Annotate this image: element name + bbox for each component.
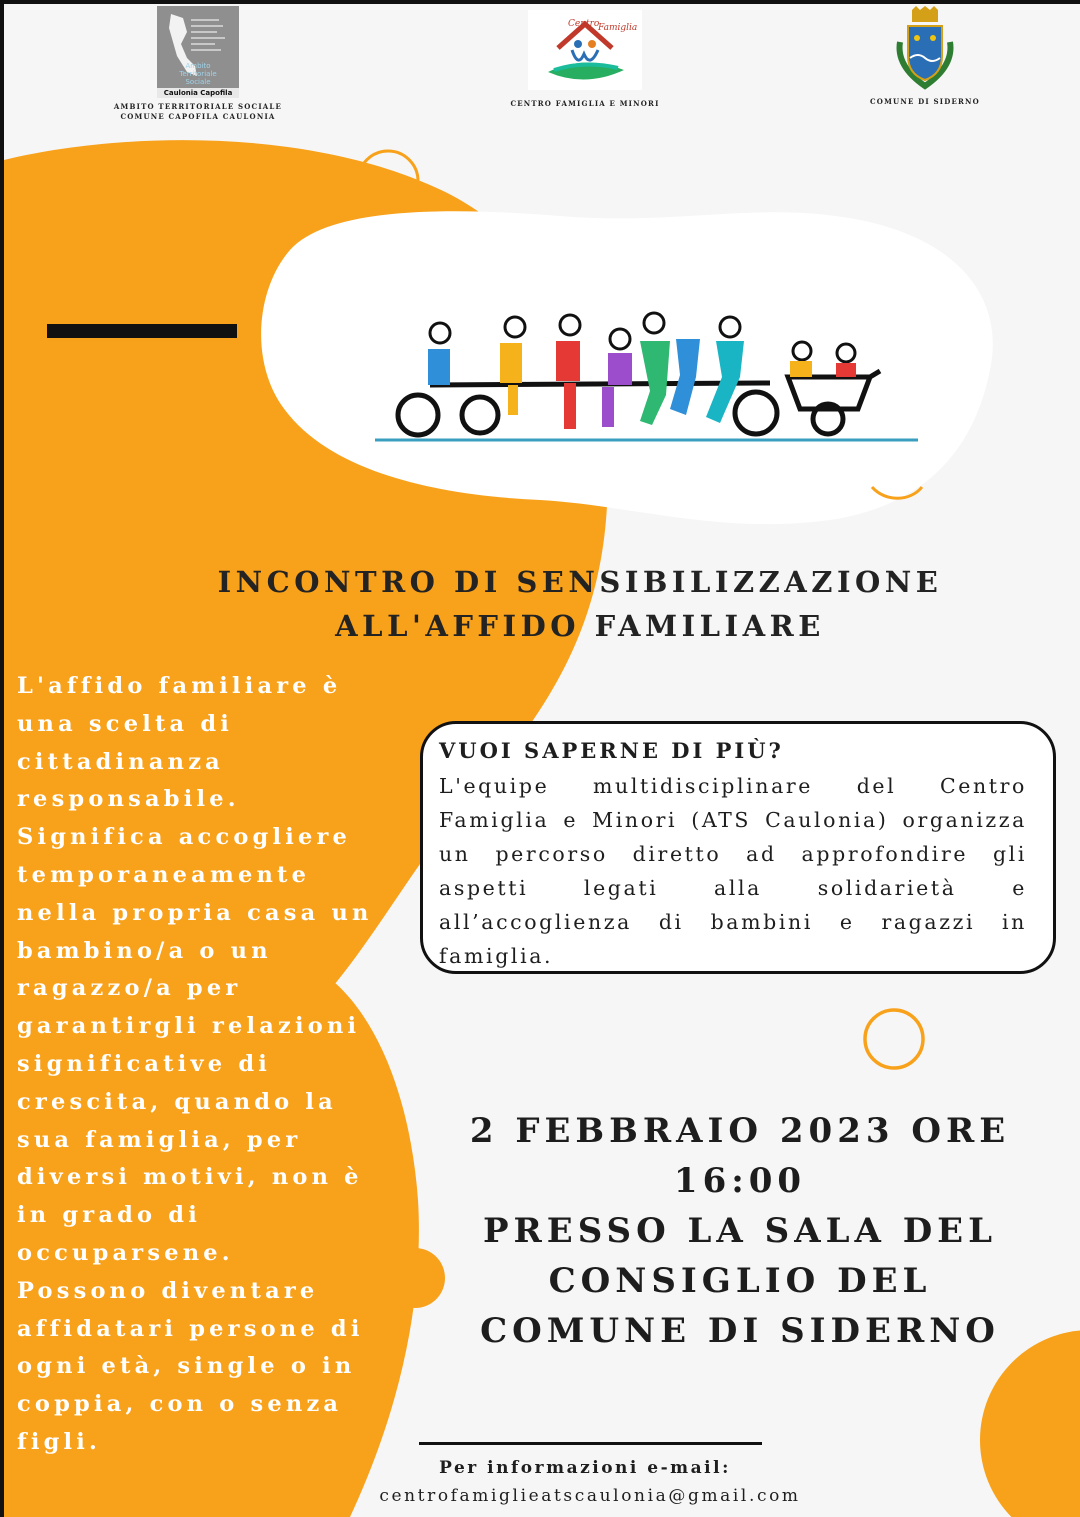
- svg-text:Sociale: Sociale: [185, 78, 211, 86]
- description-line: responsabile.: [17, 786, 240, 813]
- info-box: [420, 721, 1056, 974]
- event-venue-line3: COMUNE DI SIDERNO: [480, 1311, 1000, 1351]
- description-line: sua famiglia, per: [17, 1126, 302, 1153]
- description-line: cittadinanza: [17, 748, 224, 775]
- event-date-time: 2 FEBBRAIO 2023 ORE 16:00: [469, 1111, 1011, 1201]
- ambito-territoriale-logo: [108, 6, 288, 122]
- ambito-caption-line2: COMUNE CAPOFILA CAULONIA: [120, 112, 276, 121]
- description-line: affidatari persone di: [17, 1315, 364, 1342]
- description-line: una scelta di: [17, 710, 234, 737]
- contact-label: Per informazioni e-mail:: [439, 1458, 731, 1478]
- comune-siderno-logo: [860, 6, 990, 107]
- centro-famiglia-logo-icon: [528, 10, 642, 90]
- svg-text:Ambito: Ambito: [185, 62, 211, 70]
- centro-famiglia-caption: CENTRO FAMIGLIA E MINORI: [510, 99, 660, 108]
- comune-siderno-caption: COMUNE DI SIDERNO: [870, 97, 980, 106]
- event-title-line2: ALL'AFFIDO FAMILIARE: [335, 609, 825, 643]
- black-bar-decoration: [47, 324, 237, 338]
- description-line: significative di: [17, 1050, 272, 1077]
- description-line: temporaneamente: [17, 861, 311, 888]
- event-details: [415, 1106, 1065, 1356]
- event-title: [0, 560, 1080, 648]
- description-line: bambino/a o un: [17, 937, 272, 964]
- ambito-map-logo-icon: [157, 6, 239, 98]
- orange-quarter-circle: [980, 1330, 1080, 1517]
- siderno-coat-of-arms-icon: [892, 6, 958, 92]
- ambito-caption-line1: AMBITO TERRITORIALE SOCIALE: [113, 102, 283, 111]
- event-venue-line2: CONSIGLIO DEL: [548, 1261, 932, 1301]
- info-box-title: VUOI SAPERNE DI PIÙ?: [439, 738, 784, 763]
- contact-email-link[interactable]: centrofamiglieatscaulonia@gmail.com: [379, 1486, 801, 1506]
- family-tandem-bike-illustration-icon: [370, 305, 930, 450]
- description-line: ragazzo/a per: [17, 975, 242, 1002]
- description-line: coppia, con o senza: [17, 1391, 343, 1418]
- footer-divider: [419, 1442, 762, 1445]
- description-line: ogni età, single o in: [17, 1353, 356, 1380]
- description-line: Significa accogliere: [17, 824, 352, 851]
- info-box-body: L'equipe multidisciplinare del Centro Famiglia e Minori (ATS Caulonia) organizza un percorso diretto ad approfondire gli aspetti legati alla solidarietà e all’accoglienza di bambini e ragazzi in famiglia.: [439, 774, 1027, 968]
- description-line: diversi motivi, non è: [17, 1164, 363, 1191]
- description-line: Possono diventare: [17, 1277, 319, 1304]
- description-line: occuparsene.: [17, 1239, 234, 1266]
- description-line: in grado di: [17, 1202, 201, 1229]
- svg-text:Famiglia: Famiglia: [598, 23, 638, 33]
- ambito-logo-ribbon: Caulonia Capofila: [157, 88, 239, 98]
- svg-text:Centro: Centro: [568, 19, 600, 29]
- description-line: nella propria casa un: [17, 899, 373, 926]
- description-line: crescita, quando la: [17, 1088, 337, 1115]
- description-line: figli.: [17, 1428, 102, 1455]
- centro-famiglia-logo: [505, 10, 665, 109]
- event-venue-line1: PRESSO LA SALA DEL: [482, 1211, 998, 1251]
- description-line: garantirgli relazioni: [17, 1013, 361, 1040]
- affido-description: [17, 668, 377, 1462]
- event-title-line1: INCONTRO DI SENSIBILIZZAZIONE: [217, 565, 943, 599]
- svg-text:Territoriale: Territoriale: [179, 70, 217, 78]
- ring-right: [865, 1010, 923, 1068]
- description-line: L'affido familiare è: [17, 673, 342, 699]
